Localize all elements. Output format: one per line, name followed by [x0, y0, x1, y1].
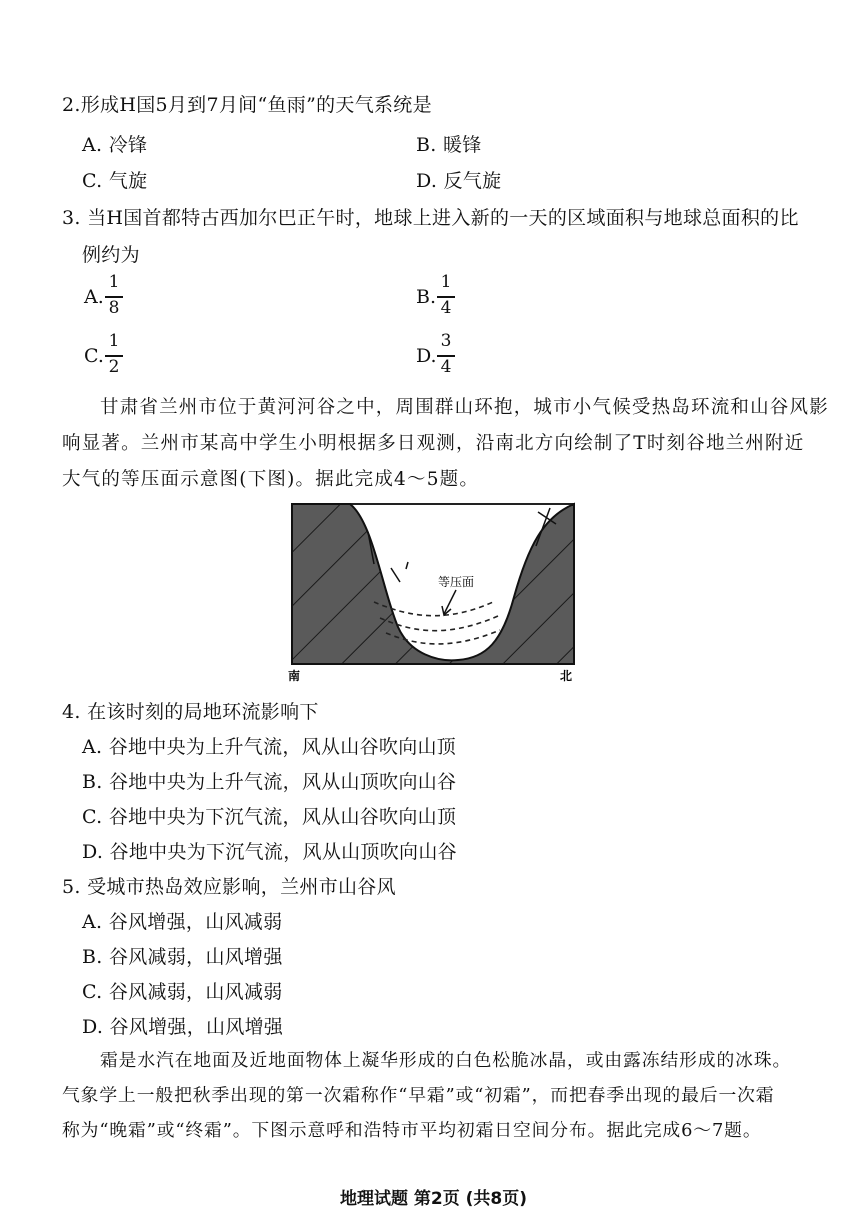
- q3-stem-line1: 3. 当H国首都特古西加尔巴正午时，地球上进入新的一天的区域面积与地球总面积的比: [62, 207, 799, 229]
- q3-option-a-denominator: 8: [108, 298, 120, 318]
- south-label: 南: [288, 669, 301, 683]
- valley-isobar-figure: [288, 502, 578, 692]
- north-label: 北: [560, 669, 573, 683]
- q2-option-d: D. 反气旋: [416, 170, 502, 192]
- q5-option-b: B. 谷风减弱，山风增强: [82, 946, 283, 968]
- q3-option-d-denominator: 4: [440, 357, 452, 377]
- q3-option-d-label: D.: [416, 345, 437, 367]
- q3-option-d-numerator: 3: [440, 331, 452, 351]
- q3-option-b-numerator: 1: [440, 272, 452, 292]
- q3-stem-line2: 例约为: [82, 244, 140, 266]
- q4-stem: 4. 在该时刻的局地环流影响下: [62, 701, 319, 723]
- q2-option-b: B. 暖锋: [416, 134, 482, 156]
- q3-option-c: [84, 331, 129, 380]
- q3-option-c-label: C.: [84, 345, 104, 367]
- q3-option-b-denominator: 4: [440, 298, 452, 318]
- q4-option-d: D. 谷地中央为下沉气流，风从山顶吹向山谷: [82, 841, 457, 863]
- q3-option-a-numerator: 1: [108, 272, 120, 292]
- intro45-line1: 甘肃省兰州市位于黄河河谷之中，周围群山环抱，城市小气候受热岛环流和山谷风影: [100, 397, 829, 418]
- intro45-line3: 大气的等压面示意图(下图)。据此完成4～5题。: [62, 469, 480, 490]
- q5-stem: 5. 受城市热岛效应影响，兰州市山谷风: [62, 876, 396, 898]
- intro67-line1: 霜是水汽在地面及近地面物体上凝华形成的白色松脆冰晶，或由露冻结形成的冰珠。: [100, 1050, 792, 1071]
- q4-option-c: C. 谷地中央为下沉气流，风从山谷吹向山顶: [82, 806, 457, 828]
- q5-option-d: D. 谷风增强，山风增强: [82, 1016, 284, 1038]
- q3-option-a-label: A.: [84, 286, 104, 308]
- intro45-line2: 响显著。兰州市某高中学生小明根据多日观测，沿南北方向绘制了T时刻谷地兰州附近: [62, 433, 805, 454]
- intro67-line3: 称为“晚霜”或“终霜”。下图示意呼和浩特市平均初霜日空间分布。据此完成6～7题。: [62, 1120, 762, 1141]
- intro67-line2: 气象学上一般把秋季出现的第一次霜称作“早霜”或“初霜”，而把春季出现的最后一次霜: [62, 1085, 775, 1106]
- page-footer: 地理试题 第2页 (共8页): [339, 1189, 528, 1209]
- q2-stem: 2.形成H国5月到7月间“鱼雨”的天气系统是: [62, 94, 432, 116]
- q3-option-b: [416, 272, 461, 321]
- q2-option-a: A. 冷锋: [82, 134, 148, 156]
- q3-option-d: [416, 331, 461, 380]
- q2-option-c: C. 气旋: [82, 170, 148, 192]
- q4-option-a: A. 谷地中央为上升气流，风从山谷吹向山顶: [82, 736, 457, 758]
- q3-option-c-denominator: 2: [108, 357, 120, 377]
- q3-option-c-numerator: 1: [108, 331, 120, 351]
- q5-option-c: C. 谷风减弱，山风减弱: [82, 981, 283, 1003]
- q5-option-a: A. 谷风增强，山风减弱: [82, 911, 283, 933]
- q3-option-a: [84, 272, 129, 321]
- isobar-label: 等压面: [438, 575, 475, 589]
- q4-option-b: B. 谷地中央为上升气流，风从山顶吹向山谷: [82, 771, 457, 793]
- q3-option-b-label: B.: [416, 286, 437, 308]
